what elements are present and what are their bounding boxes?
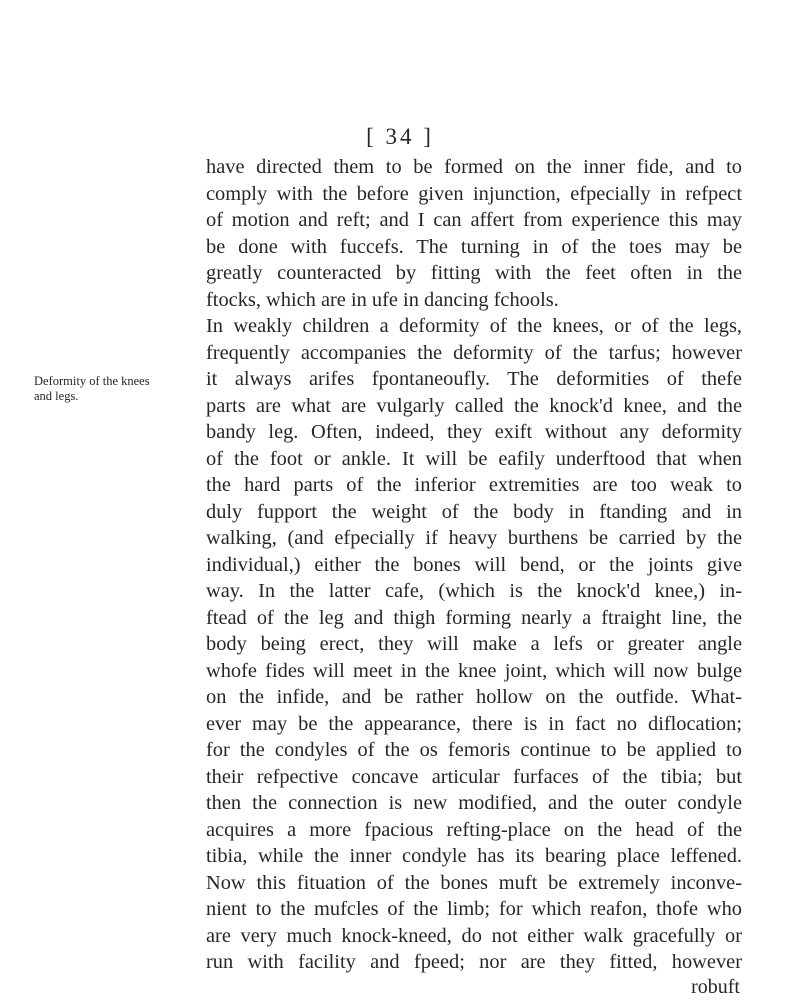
text-line: whofe fides will meet in the knee joint, which will now bulge [206, 659, 742, 682]
body-text [206, 154, 742, 976]
text-line: Now this fituation of the bones muft be extremely inconve- [206, 871, 742, 894]
text-line: of the foot or ankle. It will be eafily underftood that when [206, 447, 742, 470]
text-line: ftead of the leg and thigh forming nearly a ftraight line, the [206, 606, 742, 629]
text-line: walking, (and efpecially if heavy burthens be carried by the [206, 527, 742, 549]
text-line: frequently accompanies the deformity of the tarfus; however [206, 341, 742, 364]
text-line: for the condyles of the os femoris continue to be applied to [206, 739, 742, 761]
text-line: on the infide, and be rather hollow on the outfide. What- [206, 686, 742, 708]
text-line: it always arifes fpontaneoufly. The deformities of thefe [206, 368, 742, 390]
text-line: duly fupport the weight of the body in ftanding and in [206, 500, 742, 523]
catchword: robuft [691, 976, 740, 998]
text-line: are very much knock-kneed, do not either walk gracefully or [206, 924, 742, 947]
text-line: way. In the latter cafe, (which is the knock'd knee,) in- [206, 580, 742, 602]
text-line: then the connection is new modified, and the outer condyle [206, 792, 742, 814]
text-line: run with facility and fpeed; nor are they fitted, however [206, 951, 742, 973]
text-line: bandy leg. Often, indeed, they exift without any deformity [206, 421, 742, 443]
text-line: individual,) either the bones will bend, or the joints give [206, 553, 742, 576]
page-number: [ 34 ] [366, 124, 434, 149]
text-line: the hard parts of the inferior extremities are too weak to [206, 474, 742, 496]
text-line: ftocks, which are in ufe in dancing fchools. [206, 288, 559, 311]
text-line: In weakly children a deformity of the knees, or of the legs, [206, 315, 742, 337]
text-line: parts are what are vulgarly called the knock'd knee, and the [206, 394, 742, 417]
text-line: acquires a more fpacious refting-place on the head of the [206, 818, 742, 841]
text-line: ever may be the appearance, there is in fact no diflocation; [206, 712, 742, 735]
text-line: greatly counteracted by fitting with the feet often in the [206, 262, 742, 284]
text-line: be done with fuccefs. The turning in of the toes may be [206, 235, 742, 258]
text-line: tibia, while the inner condyle has its bearing place leffened. [206, 845, 742, 867]
text-line: have directed them to be formed on the inner fide, and to [206, 156, 742, 178]
text-line: their refpective concave articular furfaces of the tibia; but [206, 765, 742, 788]
text-line: comply with the before given injunction, efpecially in refpect [206, 182, 742, 205]
text-line: body being erect, they will make a lefs or greater angle [206, 633, 742, 655]
margin-note: Deformity of the knees and legs. [34, 374, 150, 403]
text-line: of motion and reft; and I can affert from experience this may [206, 209, 742, 231]
text-line: nient to the mufcles of the limb; for which reafon, thofe who [206, 898, 742, 920]
